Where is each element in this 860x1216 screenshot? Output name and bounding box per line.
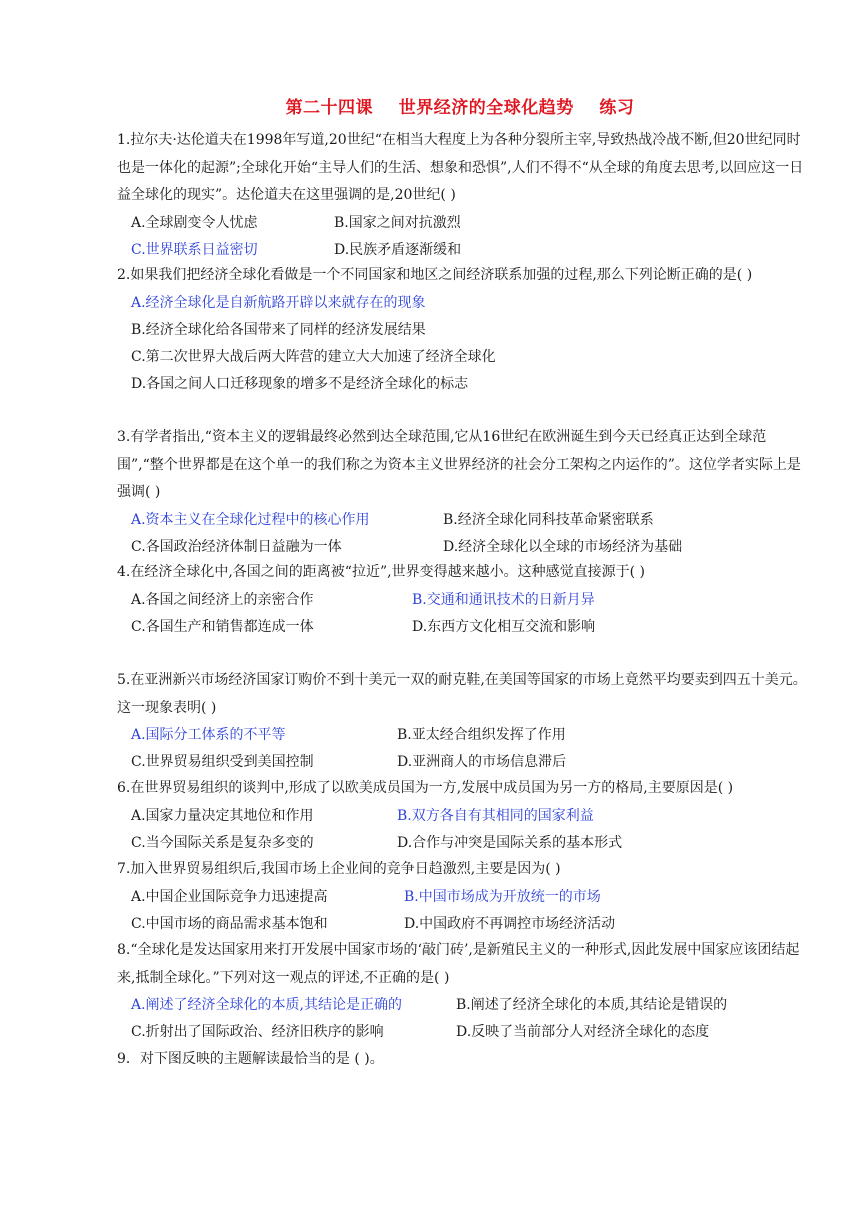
option-b: B.阐述了经济全球化的本质,其结论是错误的 [456,997,728,1013]
question-stem: 9．对下图反映的主题解读最恰当的是 ( )。 [117,1051,384,1067]
option-a: A.国际分工体系的不平等 [131,727,286,743]
option-b: B.双方各自有其相同的国家利益 [397,807,594,824]
option-d: D.东西方文化相互交流和影响 [412,618,596,635]
question-stem: 1.拉尔夫·达伦道夫在1998年写道,20世纪“在相当大程度上为各种分裂所主宰,导致热战冷战不断,但20世纪同时也是一体化的起源”;全球化开始“主导人们的生活、想象和恐惧”,人们不得不“从全球的角度去思考,以回应这一日益全球化的现实”。达伦道夫在这里强调的是,20世纪( ) [117,132,804,203]
question-stem: 6.在世界贸易组织的谈判中,形成了以欧美成员国为一方,发展中成员国为另一方的格局,主要原因是( ) [117,780,734,796]
option-row [117,210,809,237]
option-a: A.国家力量决定其地位和作用 [131,807,314,824]
question-stem: 4.在经济全球化中,各国之间的距离被“拉近”,世界变得越来越小。这种感觉直接源于( ) [117,564,645,580]
option-c: C.折射出了国际政治、经济旧秩序的影响 [131,1024,384,1040]
option-a: A.全球剧变令人忧虑 [131,214,258,231]
option-a: A.阐述了经济全球化的本质,其结论是正确的 [131,997,403,1013]
question-8 [117,937,809,1046]
option-row [117,884,809,911]
option-d: D.合作与冲突是国际关系的基本形式 [397,834,623,851]
page-title: 第二十四课 世界经济的全球化趋势 练习 [285,98,635,118]
option-b: B.经济全球化给各国带来了同样的经济发展结果 [131,321,426,338]
option-row [117,587,809,614]
question-6 [117,775,809,857]
option-d: D.亚洲商人的市场信息滞后 [397,754,567,770]
option-row [117,911,809,938]
option-row [117,722,809,749]
option-d: D.民族矛盾逐渐缓和 [334,241,462,258]
question-4 [117,559,809,641]
option-c: C.各国生产和销售都连成一体 [131,618,314,635]
option-b: B.经济全球化同科技革命紧密联系 [443,511,654,528]
option-b: B.国家之间对抗激烈 [334,214,461,231]
option-row [117,344,809,371]
option-row [117,1019,809,1046]
option-row [117,992,809,1019]
option-d: D.各国之间人口迁移现象的增多不是经济全球化的标志 [131,375,469,392]
option-a: A.经济全球化是自新航路开辟以来就存在的现象 [131,294,426,311]
question-7 [117,856,809,938]
option-c: C.当今国际关系是复杂多变的 [131,834,314,851]
option-c: C.第二次世界大战后两大阵营的建立大大加速了经济全球化 [131,348,496,365]
question-stem: 7.加入世界贸易组织后,我国市场上企业间的竞争日趋激烈,主要是因为( ) [117,861,561,877]
option-row [117,290,809,317]
option-row [117,534,809,561]
question-9 [117,1046,809,1074]
option-row [117,614,809,641]
option-row [117,803,809,830]
option-c: C.中国市场的商品需求基本饱和 [131,915,328,932]
option-b: B.交通和通讯技术的日新月异 [412,591,595,608]
option-d: D.中国政府不再调控市场经济活动 [404,915,616,932]
option-b: B.中国市场成为开放统一的市场 [404,888,601,905]
option-row [117,507,809,534]
option-d: D.经济全球化以全球的市场经济为基础 [443,538,683,555]
question-stem: 3.有学者指出,“资本主义的逻辑最终必然到达全球范围,它从16世纪在欧洲诞生到今天已经真正达到全球范围”,“整个世界都是在这个单一的我们称之为资本主义世界经济的社会分工架构之内运作的”。这位学者实际上是强调( ) [117,429,801,500]
option-row [117,317,809,344]
question-stem: 5.在亚洲新兴市场经济国家订购价不到十美元一双的耐克鞋,在美国等国家的市场上竟然平均要卖到四五十美元。这一现象表明( ) [117,672,807,716]
question-3 [117,424,809,561]
option-a: A.资本主义在全球化过程中的核心作用 [131,511,370,528]
question-stem: 2.如果我们把经济全球化看做是一个不同国家和地区之间经济联系加强的过程,那么下列论断正确的是( ) [117,267,753,283]
option-row [117,371,809,398]
question-stem: 8.“全球化是发达国家用来打开发展中国家市场的‘敲门砖’,是新殖民主义的一种形式,因此发展中国家应该团结起来,抵制全球化。”下列对这一观点的评述,不正确的是( ) [117,942,800,986]
question-5 [117,667,809,776]
option-row [117,830,809,857]
option-b: B.亚太经合组织发挥了作用 [397,727,566,743]
option-a: A.中国企业国际竞争力迅速提高 [131,888,328,905]
option-row [117,749,809,776]
question-2 [117,262,809,398]
option-c: C.世界联系日益密切 [131,241,258,258]
option-row [117,237,809,264]
option-a: A.各国之间经济上的亲密合作 [131,591,314,608]
option-c: C.世界贸易组织受到美国控制 [131,754,314,770]
option-d: D.反映了当前部分人对经济全球化的态度 [456,1024,710,1040]
option-c: C.各国政治经济体制日益融为一体 [131,538,342,555]
question-1 [117,127,809,264]
